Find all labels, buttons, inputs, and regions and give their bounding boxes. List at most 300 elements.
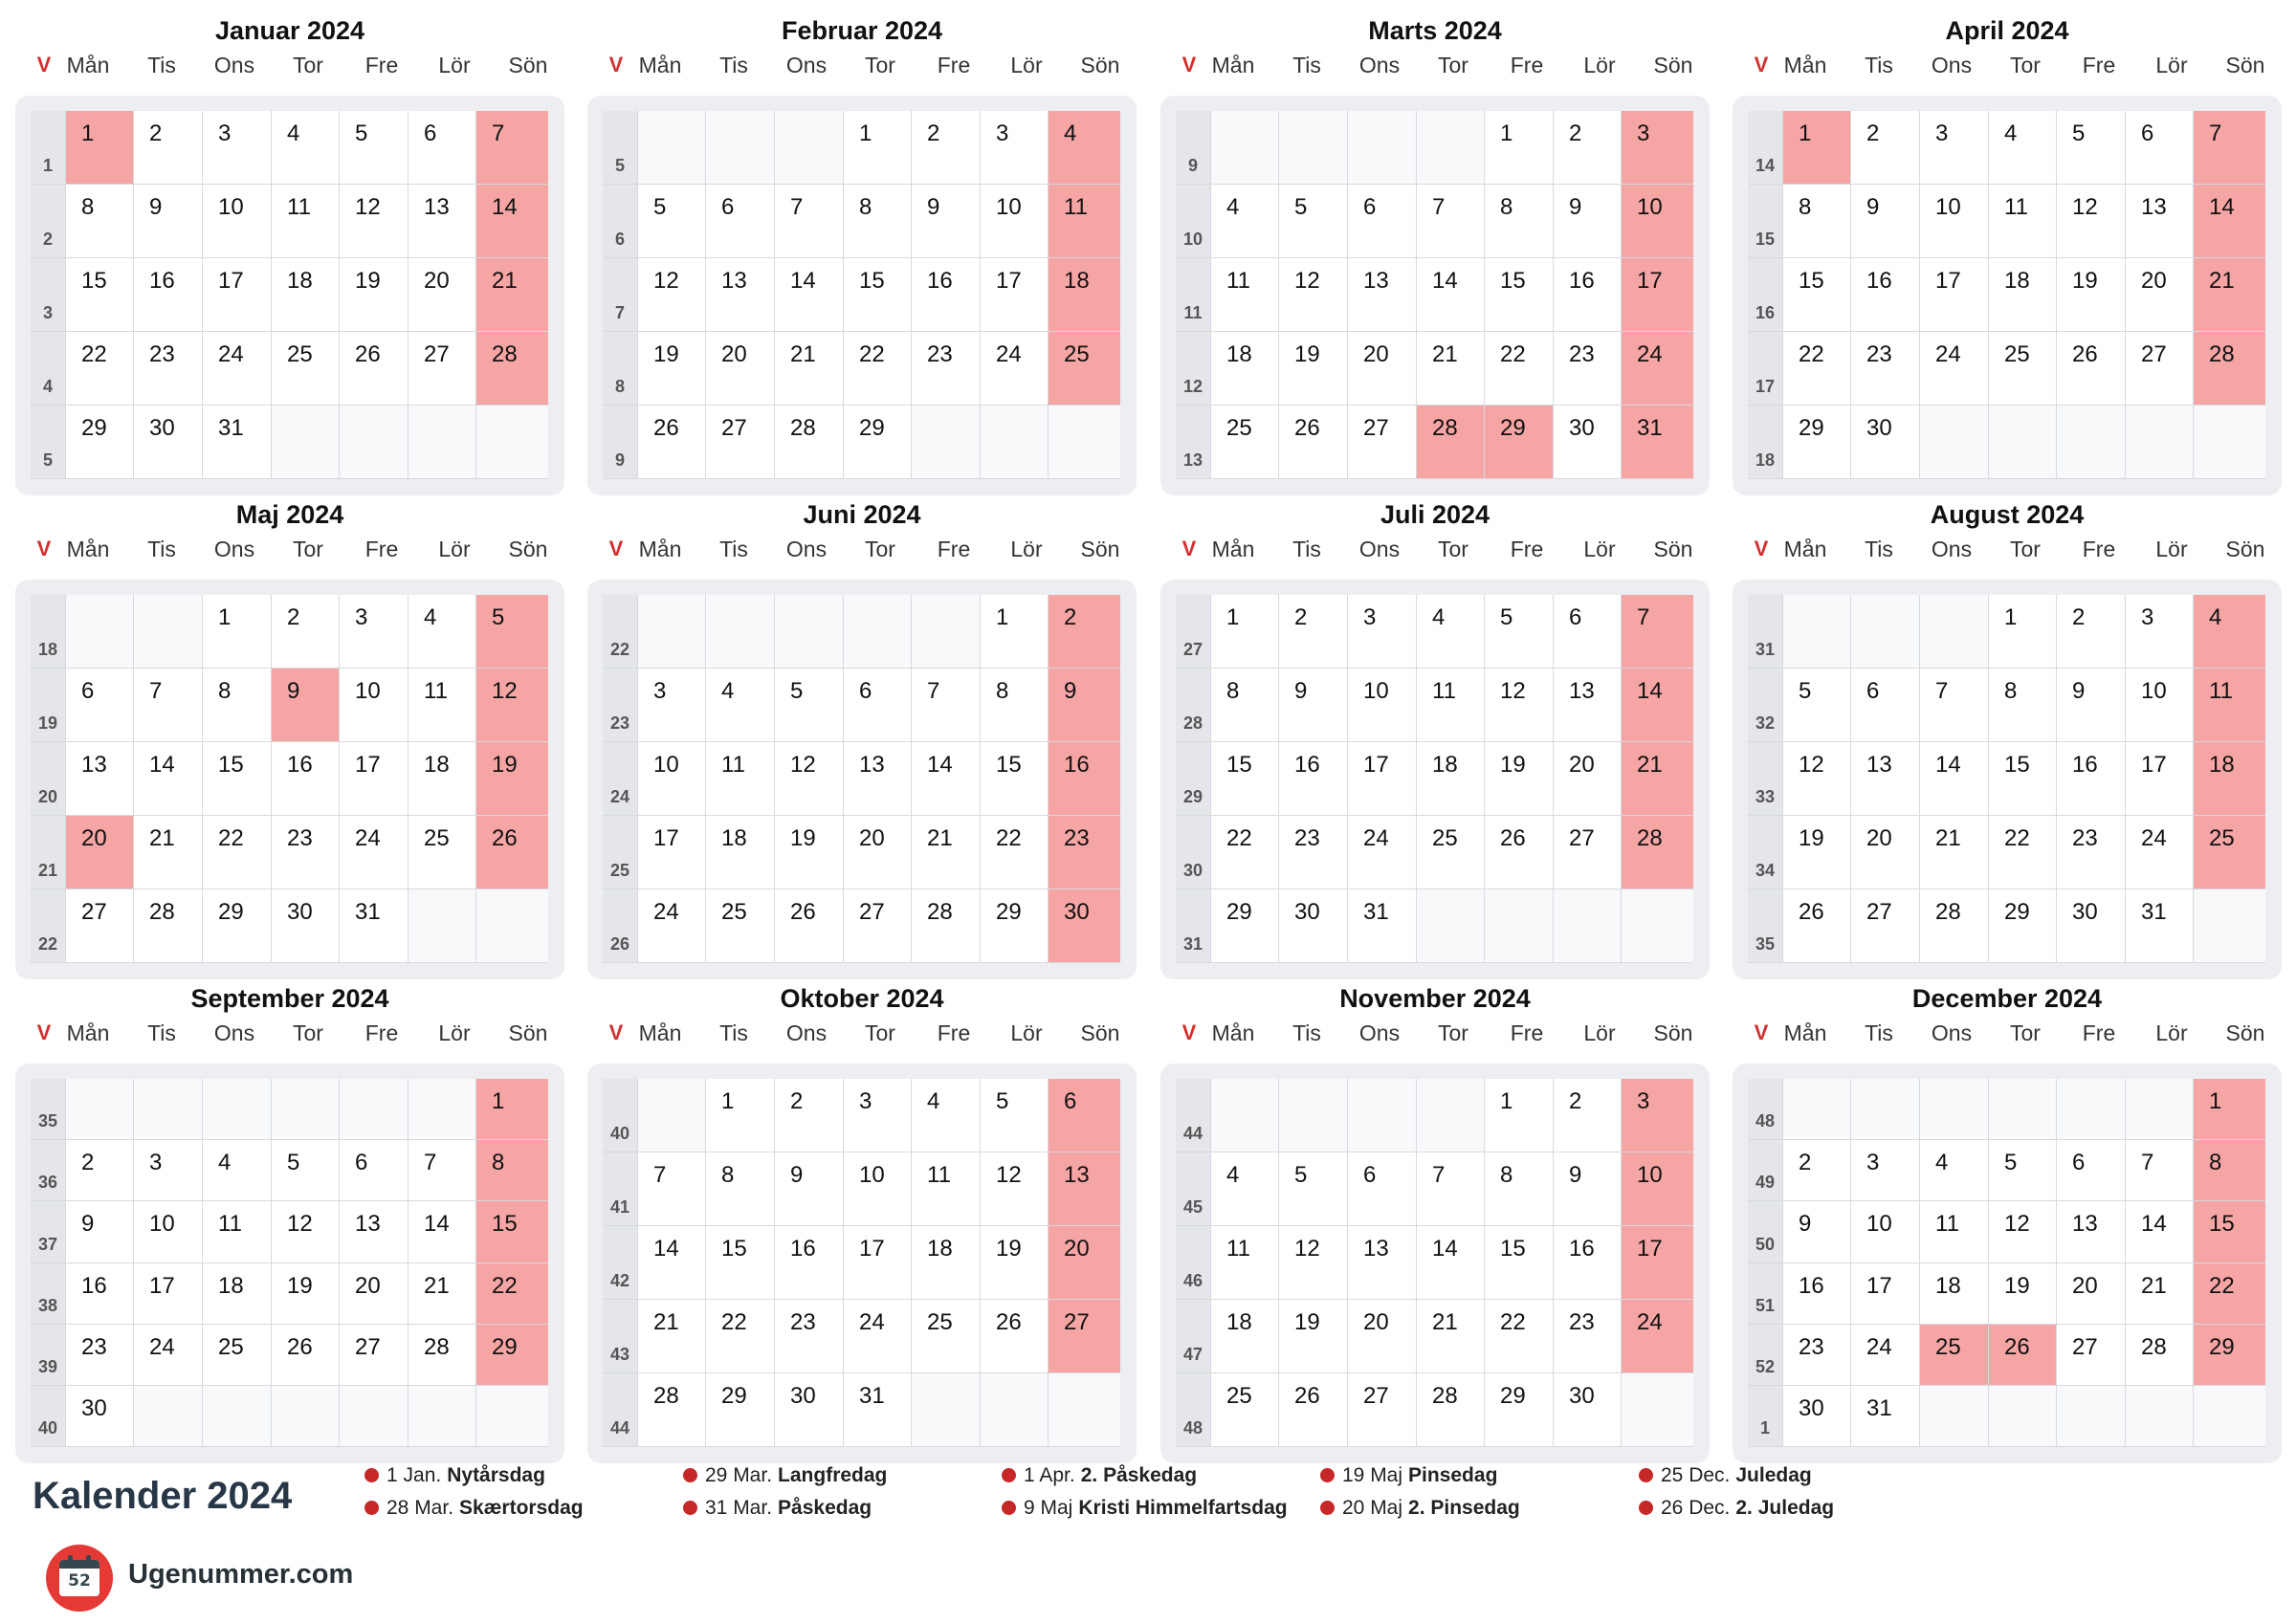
day-cell[interactable]: 5	[1279, 185, 1347, 257]
day-cell[interactable]: 1	[844, 111, 911, 184]
day-cell[interactable]: 8	[1989, 669, 2056, 741]
day-cell[interactable]: 28	[775, 406, 843, 478]
day-cell[interactable]: 27	[844, 889, 911, 962]
sunday-cell[interactable]: 22	[476, 1263, 548, 1324]
day-cell[interactable]: 7	[134, 669, 202, 741]
sunday-cell[interactable]: 27	[1049, 1300, 1120, 1372]
day-cell[interactable]: 4	[1920, 1140, 1988, 1200]
sunday-cell[interactable]: 12	[476, 669, 548, 741]
day-cell[interactable]: 15	[706, 1226, 774, 1299]
day-cell[interactable]: 12	[1783, 742, 1850, 815]
day-cell[interactable]: 1	[981, 595, 1048, 668]
day-cell[interactable]: 21	[2126, 1263, 2193, 1324]
day-cell[interactable]: 15	[981, 742, 1048, 815]
day-cell[interactable]: 2	[272, 595, 339, 668]
sunday-cell[interactable]: 18	[2194, 742, 2265, 815]
sunday-cell[interactable]: 25	[2194, 816, 2265, 889]
day-cell[interactable]: 30	[134, 406, 202, 478]
day-cell[interactable]: 4	[706, 669, 774, 741]
holiday-cell[interactable]: 28	[1417, 406, 1484, 478]
day-cell[interactable]: 29	[981, 889, 1048, 962]
day-cell[interactable]: 11	[1989, 185, 2056, 257]
day-cell[interactable]: 1	[706, 1079, 774, 1152]
day-cell[interactable]: 23	[1554, 1300, 1621, 1372]
day-cell[interactable]: 26	[638, 406, 705, 478]
day-cell[interactable]: 7	[1920, 669, 1988, 741]
day-cell[interactable]: 2	[1783, 1140, 1850, 1200]
day-cell[interactable]: 7	[408, 1140, 475, 1200]
holiday-cell[interactable]: 25	[1920, 1325, 1988, 1385]
day-cell[interactable]: 1	[1485, 111, 1553, 184]
day-cell[interactable]: 30	[1783, 1386, 1850, 1446]
sunday-cell[interactable]: 15	[2194, 1201, 2265, 1262]
day-cell[interactable]: 16	[1851, 258, 1919, 331]
day-cell[interactable]: 17	[981, 258, 1048, 331]
day-cell[interactable]: 4	[272, 111, 339, 184]
day-cell[interactable]: 15	[1989, 742, 2056, 815]
day-cell[interactable]: 27	[1851, 889, 1919, 962]
sunday-cell[interactable]: 4	[1049, 111, 1120, 184]
holiday-cell[interactable]: 20	[66, 816, 133, 889]
sunday-cell[interactable]: 4	[2194, 595, 2265, 668]
sunday-cell[interactable]: 28	[2194, 332, 2265, 405]
day-cell[interactable]: 28	[912, 889, 980, 962]
day-cell[interactable]: 23	[2057, 816, 2125, 889]
day-cell[interactable]: 16	[66, 1263, 133, 1324]
day-cell[interactable]: 26	[272, 1325, 339, 1385]
day-cell[interactable]: 21	[408, 1263, 475, 1324]
day-cell[interactable]: 13	[1554, 669, 1621, 741]
day-cell[interactable]: 30	[1554, 406, 1621, 478]
day-cell[interactable]: 4	[1211, 185, 1278, 257]
day-cell[interactable]: 11	[706, 742, 774, 815]
day-cell[interactable]: 29	[1485, 1373, 1553, 1446]
day-cell[interactable]: 25	[1989, 332, 2056, 405]
day-cell[interactable]: 7	[775, 185, 843, 257]
day-cell[interactable]: 26	[981, 1300, 1048, 1372]
day-cell[interactable]: 18	[706, 816, 774, 889]
day-cell[interactable]: 24	[844, 1300, 911, 1372]
day-cell[interactable]: 4	[1417, 595, 1484, 668]
day-cell[interactable]: 19	[775, 816, 843, 889]
day-cell[interactable]: 8	[981, 669, 1048, 741]
day-cell[interactable]: 20	[1851, 816, 1919, 889]
day-cell[interactable]: 26	[2057, 332, 2125, 405]
day-cell[interactable]: 16	[2057, 742, 2125, 815]
day-cell[interactable]: 8	[203, 669, 271, 741]
day-cell[interactable]: 3	[1851, 1140, 1919, 1200]
day-cell[interactable]: 25	[706, 889, 774, 962]
day-cell[interactable]: 25	[203, 1325, 271, 1385]
day-cell[interactable]: 7	[2126, 1140, 2193, 1200]
sunday-cell[interactable]: 14	[2194, 185, 2265, 257]
day-cell[interactable]: 17	[1348, 742, 1416, 815]
day-cell[interactable]: 14	[1417, 1226, 1484, 1299]
day-cell[interactable]: 29	[1211, 889, 1278, 962]
sunday-cell[interactable]: 2	[1049, 595, 1120, 668]
sunday-cell[interactable]: 17	[1622, 258, 1693, 331]
brand-link[interactable]: Ugenummer.com	[128, 1559, 354, 1590]
day-cell[interactable]: 12	[1485, 669, 1553, 741]
day-cell[interactable]: 28	[638, 1373, 705, 1446]
day-cell[interactable]: 5	[340, 111, 408, 184]
day-cell[interactable]: 13	[1348, 1226, 1416, 1299]
sunday-cell[interactable]: 7	[2194, 111, 2265, 184]
sunday-cell[interactable]: 28	[1622, 816, 1693, 889]
day-cell[interactable]: 28	[2126, 1325, 2193, 1385]
day-cell[interactable]: 17	[1920, 258, 1988, 331]
sunday-cell[interactable]: 3	[1622, 111, 1693, 184]
day-cell[interactable]: 5	[1485, 595, 1553, 668]
day-cell[interactable]: 15	[203, 742, 271, 815]
day-cell[interactable]: 29	[844, 406, 911, 478]
day-cell[interactable]: 13	[706, 258, 774, 331]
day-cell[interactable]: 13	[408, 185, 475, 257]
sunday-cell[interactable]: 22	[2194, 1263, 2265, 1324]
day-cell[interactable]: 11	[272, 185, 339, 257]
day-cell[interactable]: 20	[844, 816, 911, 889]
day-cell[interactable]: 23	[66, 1325, 133, 1385]
day-cell[interactable]: 24	[1920, 332, 1988, 405]
day-cell[interactable]: 11	[1417, 669, 1484, 741]
day-cell[interactable]: 2	[2057, 595, 2125, 668]
sunday-cell[interactable]: 18	[1049, 258, 1120, 331]
sunday-cell[interactable]: 14	[476, 185, 548, 257]
day-cell[interactable]: 2	[1851, 111, 1919, 184]
day-cell[interactable]: 29	[1783, 406, 1850, 478]
day-cell[interactable]: 12	[272, 1201, 339, 1262]
day-cell[interactable]: 10	[2126, 669, 2193, 741]
sunday-cell[interactable]: 1	[476, 1079, 548, 1139]
day-cell[interactable]: 6	[1348, 1152, 1416, 1225]
day-cell[interactable]: 16	[1554, 258, 1621, 331]
sunday-cell[interactable]: 24	[1622, 332, 1693, 405]
day-cell[interactable]: 17	[638, 816, 705, 889]
day-cell[interactable]: 8	[66, 185, 133, 257]
day-cell[interactable]: 31	[844, 1373, 911, 1446]
sunday-cell[interactable]: 23	[1049, 816, 1120, 889]
day-cell[interactable]: 13	[844, 742, 911, 815]
day-cell[interactable]: 15	[1211, 742, 1278, 815]
sunday-cell[interactable]: 13	[1049, 1152, 1120, 1225]
sunday-cell[interactable]: 29	[2194, 1325, 2265, 1385]
day-cell[interactable]: 21	[1417, 1300, 1484, 1372]
day-cell[interactable]: 2	[775, 1079, 843, 1152]
day-cell[interactable]: 25	[1211, 1373, 1278, 1446]
day-cell[interactable]: 26	[340, 332, 408, 405]
day-cell[interactable]: 23	[134, 332, 202, 405]
day-cell[interactable]: 19	[340, 258, 408, 331]
day-cell[interactable]: 20	[1348, 332, 1416, 405]
day-cell[interactable]: 17	[2126, 742, 2193, 815]
day-cell[interactable]: 18	[272, 258, 339, 331]
day-cell[interactable]: 14	[912, 742, 980, 815]
day-cell[interactable]: 25	[1417, 816, 1484, 889]
day-cell[interactable]: 22	[1485, 1300, 1553, 1372]
day-cell[interactable]: 27	[1348, 1373, 1416, 1446]
day-cell[interactable]: 20	[2126, 258, 2193, 331]
day-cell[interactable]: 12	[1989, 1201, 2056, 1262]
sunday-cell[interactable]: 6	[1049, 1079, 1120, 1152]
holiday-cell[interactable]: 26	[1989, 1325, 2056, 1385]
day-cell[interactable]: 1	[1211, 595, 1278, 668]
day-cell[interactable]: 5	[638, 185, 705, 257]
day-cell[interactable]: 30	[775, 1373, 843, 1446]
day-cell[interactable]: 23	[1783, 1325, 1850, 1385]
day-cell[interactable]: 27	[2057, 1325, 2125, 1385]
day-cell[interactable]: 11	[408, 669, 475, 741]
day-cell[interactable]: 12	[1279, 1226, 1347, 1299]
sunday-cell[interactable]: 1	[2194, 1079, 2265, 1139]
day-cell[interactable]: 27	[1554, 816, 1621, 889]
day-cell[interactable]: 16	[1554, 1226, 1621, 1299]
day-cell[interactable]: 19	[1279, 1300, 1347, 1372]
day-cell[interactable]: 6	[1554, 595, 1621, 668]
day-cell[interactable]: 4	[1989, 111, 2056, 184]
day-cell[interactable]: 23	[1279, 816, 1347, 889]
day-cell[interactable]: 12	[2057, 185, 2125, 257]
day-cell[interactable]: 4	[1211, 1152, 1278, 1225]
day-cell[interactable]: 9	[1783, 1201, 1850, 1262]
day-cell[interactable]: 24	[340, 816, 408, 889]
day-cell[interactable]: 3	[1920, 111, 1988, 184]
day-cell[interactable]: 17	[1851, 1263, 1919, 1324]
day-cell[interactable]: 10	[981, 185, 1048, 257]
day-cell[interactable]: 28	[1417, 1373, 1484, 1446]
day-cell[interactable]: 19	[272, 1263, 339, 1324]
day-cell[interactable]: 23	[272, 816, 339, 889]
day-cell[interactable]: 14	[775, 258, 843, 331]
sunday-cell[interactable]: 31	[1622, 406, 1693, 478]
day-cell[interactable]: 2	[1554, 111, 1621, 184]
day-cell[interactable]: 30	[272, 889, 339, 962]
day-cell[interactable]: 20	[340, 1263, 408, 1324]
day-cell[interactable]: 3	[134, 1140, 202, 1200]
day-cell[interactable]: 24	[1851, 1325, 1919, 1385]
day-cell[interactable]: 3	[203, 111, 271, 184]
day-cell[interactable]: 10	[340, 669, 408, 741]
day-cell[interactable]: 14	[1417, 258, 1484, 331]
day-cell[interactable]: 10	[203, 185, 271, 257]
sunday-cell[interactable]: 29	[476, 1325, 548, 1385]
sunday-cell[interactable]: 15	[476, 1201, 548, 1262]
sunday-cell[interactable]: 11	[1049, 185, 1120, 257]
day-cell[interactable]: 8	[706, 1152, 774, 1225]
day-cell[interactable]: 12	[775, 742, 843, 815]
day-cell[interactable]: 12	[1279, 258, 1347, 331]
day-cell[interactable]: 14	[134, 742, 202, 815]
day-cell[interactable]: 3	[638, 669, 705, 741]
day-cell[interactable]: 1	[1989, 595, 2056, 668]
day-cell[interactable]: 9	[1554, 1152, 1621, 1225]
day-cell[interactable]: 25	[1211, 406, 1278, 478]
day-cell[interactable]: 21	[1417, 332, 1484, 405]
day-cell[interactable]: 10	[844, 1152, 911, 1225]
day-cell[interactable]: 12	[638, 258, 705, 331]
day-cell[interactable]: 9	[134, 185, 202, 257]
day-cell[interactable]: 29	[203, 889, 271, 962]
day-cell[interactable]: 30	[1851, 406, 1919, 478]
day-cell[interactable]: 26	[1485, 816, 1553, 889]
day-cell[interactable]: 10	[134, 1201, 202, 1262]
day-cell[interactable]: 20	[2057, 1263, 2125, 1324]
day-cell[interactable]: 29	[66, 406, 133, 478]
day-cell[interactable]: 3	[1348, 595, 1416, 668]
day-cell[interactable]: 4	[203, 1140, 271, 1200]
day-cell[interactable]: 16	[1783, 1263, 1850, 1324]
day-cell[interactable]: 22	[203, 816, 271, 889]
day-cell[interactable]: 24	[2126, 816, 2193, 889]
holiday-cell[interactable]: 1	[66, 111, 133, 184]
sunday-cell[interactable]: 24	[1622, 1300, 1693, 1372]
day-cell[interactable]: 8	[1485, 1152, 1553, 1225]
day-cell[interactable]: 28	[408, 1325, 475, 1385]
sunday-cell[interactable]: 7	[476, 111, 548, 184]
day-cell[interactable]: 28	[134, 889, 202, 962]
day-cell[interactable]: 27	[2126, 332, 2193, 405]
day-cell[interactable]: 23	[912, 332, 980, 405]
sunday-cell[interactable]: 28	[476, 332, 548, 405]
day-cell[interactable]: 22	[981, 816, 1048, 889]
day-cell[interactable]: 15	[1485, 258, 1553, 331]
day-cell[interactable]: 3	[844, 1079, 911, 1152]
day-cell[interactable]: 26	[1279, 1373, 1347, 1446]
day-cell[interactable]: 28	[1920, 889, 1988, 962]
day-cell[interactable]: 18	[1417, 742, 1484, 815]
day-cell[interactable]: 24	[981, 332, 1048, 405]
day-cell[interactable]: 18	[1920, 1263, 1988, 1324]
sunday-cell[interactable]: 21	[476, 258, 548, 331]
day-cell[interactable]: 27	[408, 332, 475, 405]
day-cell[interactable]: 3	[2126, 595, 2193, 668]
day-cell[interactable]: 7	[1417, 185, 1484, 257]
day-cell[interactable]: 16	[134, 258, 202, 331]
day-cell[interactable]: 22	[1485, 332, 1553, 405]
day-cell[interactable]: 6	[1851, 669, 1919, 741]
day-cell[interactable]: 21	[775, 332, 843, 405]
day-cell[interactable]: 4	[912, 1079, 980, 1152]
day-cell[interactable]: 22	[1989, 816, 2056, 889]
sunday-cell[interactable]: 11	[2194, 669, 2265, 741]
day-cell[interactable]: 12	[340, 185, 408, 257]
day-cell[interactable]: 31	[340, 889, 408, 962]
day-cell[interactable]: 21	[134, 816, 202, 889]
day-cell[interactable]: 19	[1485, 742, 1553, 815]
day-cell[interactable]: 19	[1783, 816, 1850, 889]
day-cell[interactable]: 12	[981, 1152, 1048, 1225]
day-cell[interactable]: 25	[272, 332, 339, 405]
day-cell[interactable]: 6	[1348, 185, 1416, 257]
day-cell[interactable]: 2	[1279, 595, 1347, 668]
day-cell[interactable]: 27	[1348, 406, 1416, 478]
day-cell[interactable]: 19	[1989, 1263, 2056, 1324]
day-cell[interactable]: 9	[1554, 185, 1621, 257]
day-cell[interactable]: 13	[340, 1201, 408, 1262]
holiday-cell[interactable]: 29	[1485, 406, 1553, 478]
day-cell[interactable]: 5	[981, 1079, 1048, 1152]
day-cell[interactable]: 17	[203, 258, 271, 331]
day-cell[interactable]: 13	[2126, 185, 2193, 257]
day-cell[interactable]: 11	[912, 1152, 980, 1225]
day-cell[interactable]: 24	[203, 332, 271, 405]
day-cell[interactable]: 18	[1211, 1300, 1278, 1372]
day-cell[interactable]: 10	[638, 742, 705, 815]
sunday-cell[interactable]: 25	[1049, 332, 1120, 405]
day-cell[interactable]: 24	[1348, 816, 1416, 889]
day-cell[interactable]: 25	[912, 1300, 980, 1372]
day-cell[interactable]: 2	[1554, 1079, 1621, 1152]
day-cell[interactable]: 31	[1851, 1386, 1919, 1446]
sunday-cell[interactable]: 16	[1049, 742, 1120, 815]
day-cell[interactable]: 22	[844, 332, 911, 405]
day-cell[interactable]: 19	[638, 332, 705, 405]
sunday-cell[interactable]: 8	[2194, 1140, 2265, 1200]
day-cell[interactable]: 1	[1485, 1079, 1553, 1152]
day-cell[interactable]: 16	[775, 1226, 843, 1299]
day-cell[interactable]: 27	[340, 1325, 408, 1385]
day-cell[interactable]: 19	[981, 1226, 1048, 1299]
day-cell[interactable]: 21	[912, 816, 980, 889]
day-cell[interactable]: 5	[2057, 111, 2125, 184]
day-cell[interactable]: 2	[66, 1140, 133, 1200]
day-cell[interactable]: 25	[408, 816, 475, 889]
sunday-cell[interactable]: 19	[476, 742, 548, 815]
day-cell[interactable]: 23	[1851, 332, 1919, 405]
day-cell[interactable]: 31	[1348, 889, 1416, 962]
day-cell[interactable]: 27	[706, 406, 774, 478]
day-cell[interactable]: 13	[1348, 258, 1416, 331]
day-cell[interactable]: 6	[340, 1140, 408, 1200]
day-cell[interactable]: 21	[638, 1300, 705, 1372]
day-cell[interactable]: 30	[66, 1386, 133, 1446]
day-cell[interactable]: 9	[1851, 185, 1919, 257]
sunday-cell[interactable]: 7	[1622, 595, 1693, 668]
day-cell[interactable]: 24	[638, 889, 705, 962]
calendar-logo-icon[interactable]	[46, 1545, 113, 1612]
day-cell[interactable]: 29	[1989, 889, 2056, 962]
day-cell[interactable]: 9	[912, 185, 980, 257]
day-cell[interactable]: 18	[1211, 332, 1278, 405]
day-cell[interactable]: 17	[134, 1263, 202, 1324]
day-cell[interactable]: 8	[1211, 669, 1278, 741]
day-cell[interactable]: 2	[912, 111, 980, 184]
day-cell[interactable]: 20	[706, 332, 774, 405]
day-cell[interactable]: 26	[1783, 889, 1850, 962]
day-cell[interactable]: 18	[203, 1263, 271, 1324]
sunday-cell[interactable]: 9	[1049, 669, 1120, 741]
day-cell[interactable]: 6	[844, 669, 911, 741]
day-cell[interactable]: 23	[775, 1300, 843, 1372]
day-cell[interactable]: 22	[706, 1300, 774, 1372]
day-cell[interactable]: 11	[1920, 1201, 1988, 1262]
day-cell[interactable]: 27	[66, 889, 133, 962]
day-cell[interactable]: 7	[912, 669, 980, 741]
day-cell[interactable]: 2	[134, 111, 202, 184]
day-cell[interactable]: 6	[706, 185, 774, 257]
day-cell[interactable]: 8	[1485, 185, 1553, 257]
day-cell[interactable]: 5	[272, 1140, 339, 1200]
day-cell[interactable]: 8	[844, 185, 911, 257]
day-cell[interactable]: 8	[1783, 185, 1850, 257]
day-cell[interactable]: 10	[1851, 1201, 1919, 1262]
sunday-cell[interactable]: 17	[1622, 1226, 1693, 1299]
day-cell[interactable]: 20	[408, 258, 475, 331]
day-cell[interactable]: 20	[1554, 742, 1621, 815]
day-cell[interactable]: 14	[1920, 742, 1988, 815]
day-cell[interactable]: 23	[1554, 332, 1621, 405]
sunday-cell[interactable]: 30	[1049, 889, 1120, 962]
day-cell[interactable]: 6	[2126, 111, 2193, 184]
